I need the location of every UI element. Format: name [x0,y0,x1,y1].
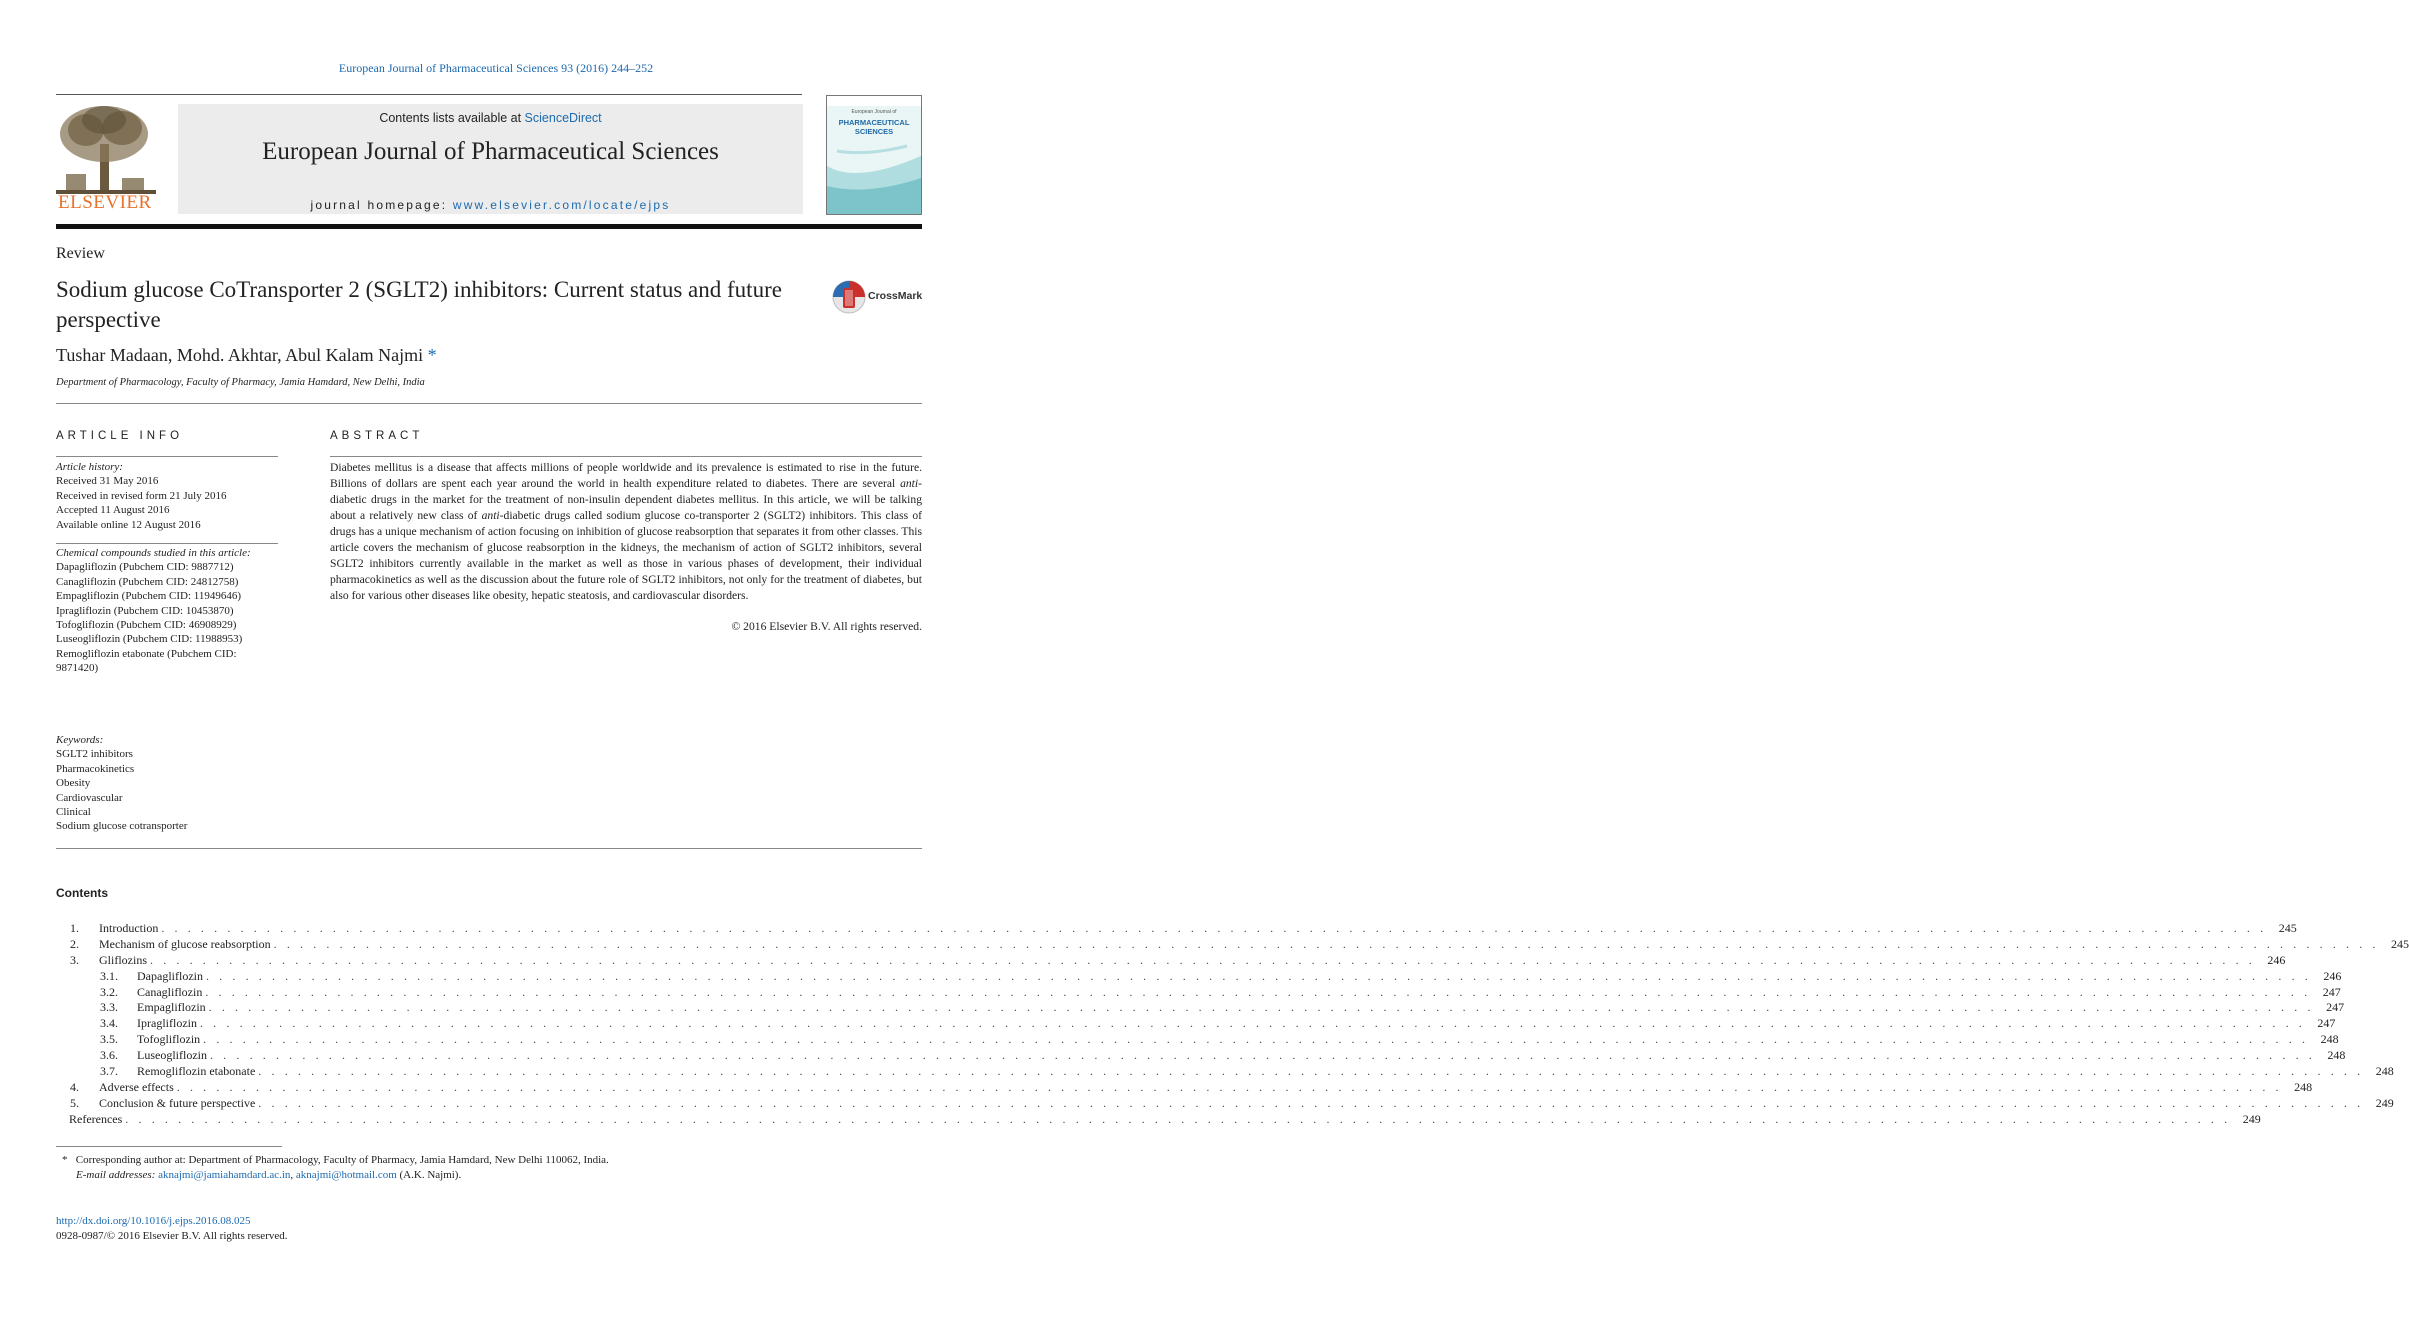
keyword: SGLT2 inhibitors [56,748,133,761]
crossmark-badge[interactable] [832,280,924,316]
journal-name: European Journal of Pharmaceutical Sciences [262,138,719,165]
toc-leader-dots: . . . . . . . . . . . . . . . . . . . . . . . . . . . . . . . . . . . . . . . . . . . . . . . . . . . . . . . . . . . . . . . . . . . . . . . . . . . . . . . . . . . . . . . . . . . . . . . . . . . . . . . . . . . . . . . . . . . . . . . . . . . . . . . . . . . . . . . . . . . . . . . . . . . . . . . . . . . . . . . . [205,984,2311,999]
toc-title[interactable]: Mechanism of glucose reabsorption [99,936,271,951]
abstract-heading: ABSTRACT [330,430,424,442]
chem-item: Canagliflozin (Pubchem CID: 24812758) [56,575,239,588]
footnote-rule [56,1146,282,1147]
toc-title[interactable]: References [69,1111,123,1126]
abstract-part: -diabetic drugs in the market for the treatment of non-insulin dependent diabetes mellitus. In this article, we will be talking about a relatively new class of [330,477,922,522]
toc-leader-dots: . . . . . . . . . . . . . . . . . . . . . . . . . . . . . . . . . . . . . . . . . . . . . . . . . . . . . . . . . . . . . . . . . . . . . . . . . . . . . . . . . . . . . . . . . . . . . . . . . . . . . . . . . . . . . . . . . . . . . . . . . . . . . . . . . . . . . . . . . . . . . . . . . . . . . . . . . . . . . . . . [258,1064,2364,1079]
keyword: Obesity [56,777,91,790]
author-list [56,345,437,366]
toc-page-number: 249 [2375,1095,2394,1110]
toc-leader-dots: . . . . . . . . . . . . . . . . . . . . . . . . . . . . . . . . . . . . . . . . . . . . . . . . . . . . . . . . . . . . . . . . . . . . . . . . . . . . . . . . . . . . . . . . . . . . . . . . . . . . . . . . . . . . . . . . . . . . . . . . . . . . . . . . . . . . . . . . . . . . . . . . . . . . . . . . . . . . . . . . [199,1016,2306,1031]
history-item: Available online 12 August 2016 [56,518,201,531]
doi-link[interactable]: http://dx.doi.org/10.1016/j.ejps.2016.08.025 [56,1215,251,1227]
toc-number: 3.3. [100,1000,118,1015]
article-type: Review [56,245,105,262]
elsevier-logo [56,104,156,214]
toc-leader-dots: . . . . . . . . . . . . . . . . . . . . . . . . . . . . . . . . . . . . . . . . . . . . . . . . . . . . . . . . . . . . . . . . . . . . . . . . . . . . . . . . . . . . . . . . . . . . . . . . . . . . . . . . . . . . . . . . . . . . . . . . . . . . . . . . . . . . . . . . . . . . . . . . . . . . . . . . . . . . . . . . [209,1048,2316,1063]
cover-subtitle: European Journal of [851,109,897,115]
article-info-heading: ARTICLE INFO [56,430,184,442]
crossmark-label: CrossMark [868,290,923,302]
corresponding-footnote [62,1153,922,1182]
toc-number: 1. [70,921,79,935]
toc-leader-dots: . . . . . . . . . . . . . . . . . . . . . . . . . . . . . . . . . . . . . . . . . . . . . . . . . . . . . . . . . . . . . . . . . . . . . . . . . . . . . . . . . . . . . . . . . . . . . . . . . . . . . . . . . . . . . . . . . . . . . . . . . . . . . . . . . . . . . . . . . . . . . . . . . . . . . . . . . . . . . . . . [208,1000,2315,1015]
toc-number: 4. [70,1079,79,1094]
email-separator: , [290,1168,296,1181]
toc-leader-dots: . . . . . . . . . . . . . . . . . . . . . . . . . . . . . . . . . . . . . . . . . . . . . . . . . . . . . . . . . . . . . . . . . . . . . . . . . . . . . . . . . . . . . . . . . . . . . . . . . . . . . . . . . . . . . . . . . . . . . . . . . . . . . . . . . . . . . . . . . . . . . . . . . . . . . . . . . . . . . . . . [161,921,2267,935]
toc-page-number: 247 [2322,984,2341,999]
history-item: Received in revised form 21 July 2016 [56,489,227,502]
masthead-box [178,104,803,214]
abstract-italic: anti [481,509,500,522]
keyword: Pharmacokinetics [56,762,135,775]
toc-page-number: 248 [2320,1032,2339,1047]
toc-page-number: 246 [2267,952,2286,967]
contents-available-line [178,111,803,125]
toc-title[interactable]: Conclusion & future perspective [99,1095,256,1110]
email-line [62,1168,922,1183]
homepage-link[interactable]: www.elsevier.com/locate/ejps [452,198,671,212]
chem-item: Ipragliflozin (Pubchem CID: 10453870) [56,604,234,617]
keyword: Cardiovascular [56,791,123,804]
chem-item: Tofogliflozin (Pubchem CID: 46908929) [56,619,237,632]
cover-title: PHARMACEUTICAL SCIENCES [838,118,910,136]
toc-title[interactable]: Remogliflozin etabonate [137,1064,256,1079]
toc-page-number: 245 [2391,936,2409,951]
toc-page-number: 246 [2323,968,2342,983]
toc-title[interactable]: Introduction [99,921,159,935]
masthead-top-rule [56,94,802,95]
journal-homepage-line [178,198,803,212]
toc-title[interactable]: Ipragliflozin [137,1016,197,1031]
abstract-italic: anti [900,477,919,490]
toc-number: 3. [70,952,79,967]
keywords [56,733,278,834]
toc-page-number: 248 [2375,1064,2394,1079]
keyword: Clinical [56,806,91,819]
article-history [56,460,278,532]
abstract-part: -diabetic drugs called sodium glucose co-transporter 2 (SGLT2) inhibitors. This class of drugs has a unique mechanism of action focusing on inhibition of glucose reabsorption that separates it from other classes. This article covers the mechanism of glucose reabsorption in the kidneys, the mechanism of action of SGLT2 inhibitors, several SGLT2 inhibitors currently available in the market as well as those in various phases of development, their individual pharmacokinetics as well as the discussion about the future role of SGLT2 inhibitors, not only for the treatment of diabetes, but also for various other diseases like obesity, hepatic steatosis, and cardiovascular disorders. [330,509,922,602]
email-link-2[interactable]: aknajmi@hotmail.com [295,1168,397,1181]
masthead-thick-rule [56,224,922,229]
toc-entry[interactable] [56,1079,2313,1096]
toc-title[interactable]: Adverse effects [99,1079,174,1094]
history-label: Article history: [56,461,123,473]
toc-entry[interactable] [56,952,2286,969]
chem-item: 9871420) [56,662,99,675]
toc-entry[interactable] [56,936,2409,953]
toc-title[interactable]: Empagliflozin [137,1000,206,1015]
contents-prefix: Contents lists available at [379,111,525,125]
article-info-rule [56,456,278,457]
sciencedirect-link[interactable]: ScienceDirect [524,111,602,125]
chem-item: Remogliflozin etabonate (Pubchem CID: [56,647,237,660]
doi-block [56,1214,288,1243]
toc-leader-dots: . . . . . . . . . . . . . . . . . . . . . . . . . . . . . . . . . . . . . . . . . . . . . . . . . . . . . . . . . . . . . . . . . . . . . . . . . . . . . . . . . . . . . . . . . . . . . . . . . . . . . . . . . . . . . . . . . . . . . . . . . . . . . . . . . . . . . . . . . . . . . . . . . . . . . . . . . . . . . . . . [125,1111,2231,1126]
toc-page-number: 245 [2278,921,2297,935]
toc-entry[interactable] [56,1064,2394,1080]
issn-line: 0928-0987/© 2016 Elsevier B.V. All rights reserved. [56,1229,288,1242]
toc-number: 3.4. [100,1016,118,1031]
contents-divider [56,848,922,849]
abstract-copyright: © 2016 Elsevier B.V. All rights reserved. [731,620,922,633]
journal-cover-thumbnail[interactable] [826,95,922,215]
email-label: E-mail addresses: [76,1168,156,1181]
toc-title[interactable]: Gliflozins [99,952,147,967]
footnote-mark: * [62,1154,68,1166]
corresponding-author-mark[interactable]: * [427,345,437,365]
article-title: Sodium glucose CoTransporter 2 (SGLT2) inhibitors: Current status and future perspective [56,277,782,332]
history-item: Accepted 11 August 2016 [56,504,170,517]
contents-heading: Contents [56,886,108,900]
toc-entry[interactable] [56,1016,2336,1032]
email-suffix: (A.K. Najmi). [396,1168,462,1181]
toc-leader-dots: . . . . . . . . . . . . . . . . . . . . . . . . . . . . . . . . . . . . . . . . . . . . . . . . . . . . . . . . . . . . . . . . . . . . . . . . . . . . . . . . . . . . . . . . . . . . . . . . . . . . . . . . . . . . . . . . . . . . . . . . . . . . . . . . . . . . . . . . . . . . . . . . . . . . . . . . . . . . . . . . [203,1032,2309,1047]
toc-entry[interactable] [56,1095,2394,1112]
corresponding-text: Corresponding author at: Department of Pharmacology, Faculty of Pharmacy, Jamia Hamdard, New Delhi 110062, India. [75,1154,609,1166]
corresponding-line [62,1153,922,1168]
toc-number: 3.5. [100,1032,118,1047]
toc-number: 3.1. [100,968,118,983]
toc-leader-dots: . . . . . . . . . . . . . . . . . . . . . . . . . . . . . . . . . . . . . . . . . . . . . . . . . . . . . . . . . . . . . . . . . . . . . . . . . . . . . . . . . . . . . . . . . . . . . . . . . . . . . . . . . . . . . . . . . . . . . . . . . . . . . . . . . . . . . . . . . . . . . . . . . . . . . . . . . . . . . . . . [273,936,2380,951]
abstract-part: Diabetes mellitus is a disease that affects millions of people worldwide and its prevalence is estimated to rise in the future. Billions of dollars are spent each year around the world in health expenditure related to diabetes. There are several [330,461,922,490]
abstract-rule [330,456,922,457]
toc-number [56,1112,69,1128]
abstract-text [330,460,922,604]
tree-icon [56,104,156,194]
toc-page-number: 247 [2317,1016,2336,1031]
toc-page-number: 248 [2327,1048,2346,1063]
chem-item: Empagliflozin (Pubchem CID: 11949646) [56,590,242,603]
toc-number: 5. [70,1095,79,1110]
toc-entry[interactable] [56,1032,2339,1048]
toc-entry[interactable] [56,1000,2345,1016]
toc-leader-dots: . . . . . . . . . . . . . . . . . . . . . . . . . . . . . . . . . . . . . . . . . . . . . . . . . . . . . . . . . . . . . . . . . . . . . . . . . . . . . . . . . . . . . . . . . . . . . . . . . . . . . . . . . . . . . . . . . . . . . . . . . . . . . . . . . . . . . . . . . . . . . . . . . . . . . . . . . . . . . . . . [176,1079,2283,1094]
toc-page-number: 249 [2242,1111,2261,1126]
chem-item: Luseogliflozin (Pubchem CID: 11988953) [56,633,243,646]
toc-number: 3.2. [100,984,118,999]
chemical-compounds [56,546,278,676]
authors-text: Tushar Madaan, Mohd. Akhtar, Abul Kalam Najmi [56,345,424,365]
homepage-prefix: journal homepage: [310,198,453,212]
toc-number: 3.7. [100,1064,118,1079]
toc-title[interactable]: Dapagliflozin [137,968,203,983]
toc-title[interactable]: Luseogliflozin [137,1048,207,1063]
toc-leader-dots: . . . . . . . . . . . . . . . . . . . . . . . . . . . . . . . . . . . . . . . . . . . . . . . . . . . . . . . . . . . . . . . . . . . . . . . . . . . . . . . . . . . . . . . . . . . . . . . . . . . . . . . . . . . . . . . . . . . . . . . . . . . . . . . . . . . . . . . . . . . . . . . . . . . . . . . . . . . . . . . . [205,968,2312,983]
toc-title[interactable]: Canagliflozin [137,984,203,999]
toc-entry[interactable] [56,921,2297,937]
keyword: Sodium glucose cotransporter [56,820,188,833]
toc-entry[interactable] [56,968,2342,985]
email-link-1[interactable]: aknajmi@jamiahamdard.ac.in [158,1168,291,1181]
history-item: Received 31 May 2016 [56,475,159,488]
journal-citation[interactable]: European Journal of Pharmaceutical Sciences 93 (2016) 244–252 [338,61,654,75]
toc-page-number: 247 [2326,1000,2345,1015]
elsevier-wordmark: ELSEVIER [58,192,152,213]
toc-leader-dots: . . . . . . . . . . . . . . . . . . . . . . . . . . . . . . . . . . . . . . . . . . . . . . . . . . . . . . . . . . . . . . . . . . . . . . . . . . . . . . . . . . . . . . . . . . . . . . . . . . . . . . . . . . . . . . . . . . . . . . . . . . . . . . . . . . . . . . . . . . . . . . . . . . . . . . . . . . . . . . . . [150,952,2256,967]
toc-leader-dots: . . . . . . . . . . . . . . . . . . . . . . . . . . . . . . . . . . . . . . . . . . . . . . . . . . . . . . . . . . . . . . . . . . . . . . . . . . . . . . . . . . . . . . . . . . . . . . . . . . . . . . . . . . . . . . . . . . . . . . . . . . . . . . . . . . . . . . . . . . . . . . . . . . . . . . . . . . . . . . . . [258,1095,2364,1110]
toc-number: 2. [70,936,79,951]
toc-entry[interactable] [56,984,2341,1001]
toc-page-number: 248 [2294,1079,2313,1094]
toc-title[interactable]: Tofogliflozin [137,1032,201,1047]
toc-entry[interactable] [56,1111,2261,1128]
table-of-contents [56,921,2409,1128]
affiliation: Department of Pharmacology, Faculty of Pharmacy, Jamia Hamdard, New Delhi, India [56,377,425,388]
chem-rule [56,543,278,544]
crossmark-icon [832,280,866,314]
title-divider [56,403,922,404]
chem-label: Chemical compounds studied in this article: [56,547,251,559]
keywords-label: Keywords: [56,734,104,746]
toc-number: 3.6. [100,1048,118,1063]
chem-item: Dapagliflozin (Pubchem CID: 9887712) [56,561,234,574]
toc-entry[interactable] [56,1048,2346,1064]
